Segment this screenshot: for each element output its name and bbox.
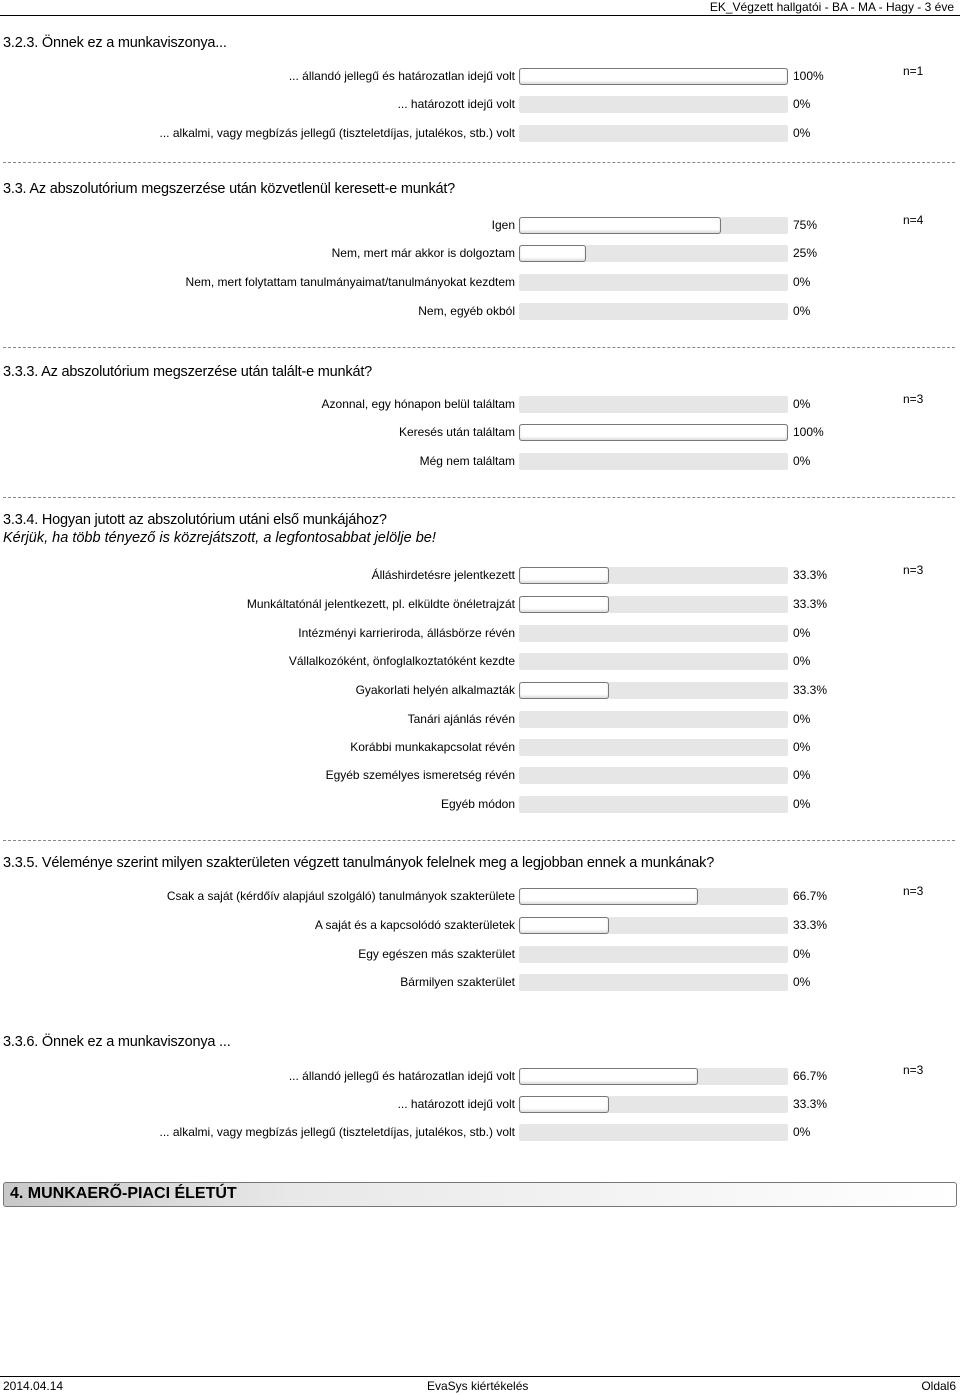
answer-row [0, 274, 960, 292]
answer-label: A saját és a kapcsolódó szakterületek [314, 918, 515, 932]
answer-label: Korábbi munkakapcsolat révén [350, 740, 515, 754]
answer-percent: 0% [793, 397, 811, 411]
answer-label: Tanári ajánlás révén [407, 712, 515, 726]
answer-label: Gyakorlati helyén alkalmazták [355, 683, 515, 697]
answer-percent: 0% [793, 712, 811, 726]
answer-row [0, 1124, 960, 1142]
answer-row [0, 567, 960, 585]
footer-rule [0, 1376, 960, 1377]
answer-bar-track [519, 68, 788, 85]
answer-percent: 66.7% [793, 1069, 828, 1083]
answer-label: Azonnal, egy hónapon belül találtam [321, 397, 515, 411]
answer-label: Igen [491, 218, 515, 232]
answer-row [0, 739, 960, 757]
answer-row [0, 1096, 960, 1114]
answer-bar-track [519, 974, 788, 991]
answer-percent: 0% [793, 740, 811, 754]
answer-bar-track [519, 125, 788, 142]
question-title: 3.3. Az abszolutórium megszerzése után közvetlenül keresett-e munkát? [3, 181, 456, 197]
answer-percent: 33.3% [793, 918, 828, 932]
answer-label: Bármilyen szakterület [400, 975, 515, 989]
answer-percent: 100% [793, 69, 824, 83]
header-rule [0, 15, 960, 16]
answer-bar-track [519, 424, 788, 441]
answer-label: Egy egészen más szakterület [358, 947, 515, 961]
answer-label: ... állandó jellegű és határozatlan idejű volt [288, 69, 515, 83]
answer-bar-track [519, 711, 788, 728]
answer-row [0, 453, 960, 471]
answer-row [0, 888, 960, 906]
answer-percent: 100% [793, 425, 824, 439]
answer-row [0, 767, 960, 785]
question-subtitle: Kérjük, ha több tényező is közrejátszott, a legfontosabbat jelölje be! [3, 530, 436, 546]
answer-bar-track [519, 682, 788, 699]
answer-bar-track [519, 1124, 788, 1141]
question-title: 3.3.4. Hogyan jutott az abszolutórium utáni első munkájához? [3, 512, 387, 528]
answer-percent: 0% [793, 1125, 811, 1139]
answer-percent: 33.3% [793, 1097, 828, 1111]
answer-bar-fill [519, 1068, 698, 1085]
answer-label: Csak a saját (kérdőív alapjául szolgáló) tanulmányok szakterülete [166, 889, 515, 903]
answer-label: Munkáltatónál jelentkezett, pl. elküldte önéletrajzát [246, 597, 515, 611]
answer-label: Nem, egyéb okból [418, 304, 515, 318]
answer-percent: 25% [793, 246, 818, 260]
answer-label: Vállalkozóként, önfoglalkoztatóként kezdte [288, 654, 515, 668]
footer-page: Oldal6 [921, 1379, 956, 1393]
answer-row [0, 217, 960, 235]
answer-bar-fill [519, 596, 609, 613]
answer-row [0, 596, 960, 614]
answer-bar-track [519, 796, 788, 813]
answer-row [0, 917, 960, 935]
answer-bar-track [519, 217, 788, 234]
answer-label: ... alkalmi, vagy megbízás jellegű (tiszteletdíjas, jutalékos, stb.) volt [159, 126, 515, 140]
answer-percent: 0% [793, 97, 811, 111]
section-divider [3, 347, 955, 348]
section-banner-title: 4. MUNKAERŐ-PIACI ÉLETÚT [10, 1185, 237, 1202]
answer-bar-track [519, 888, 788, 905]
answer-row [0, 946, 960, 964]
answer-row [0, 125, 960, 143]
section-divider [3, 162, 955, 163]
answer-percent: 0% [793, 797, 811, 811]
answer-bar-track [519, 567, 788, 584]
answer-row [0, 96, 960, 114]
answer-row [0, 682, 960, 700]
answer-bar-track [519, 625, 788, 642]
answer-bar-track [519, 596, 788, 613]
answer-bar-fill [519, 888, 698, 905]
answer-bar-track [519, 453, 788, 470]
answer-label: ... alkalmi, vagy megbízás jellegű (tiszteletdíjas, jutalékos, stb.) volt [159, 1125, 515, 1139]
answer-bar-track [519, 946, 788, 963]
answer-row [0, 1068, 960, 1086]
answer-percent: 33.3% [793, 597, 828, 611]
answer-bar-track [519, 767, 788, 784]
answer-label: Keresés után találtam [398, 425, 515, 439]
respondent-count: n=3 [903, 884, 924, 898]
page-header-title: EK_Végzett hallgatói - BA - MA - Hagy - 3 éve [709, 0, 954, 14]
answer-percent: 0% [793, 768, 811, 782]
question-title: 3.3.3. Az abszolutórium megszerzése után talált-e munkát? [3, 364, 373, 380]
answer-bar-track [519, 245, 788, 262]
footer-center: EvaSys kiértékelés [427, 1379, 529, 1393]
answer-bar-fill [519, 424, 788, 441]
answer-percent: 0% [793, 947, 811, 961]
answer-row [0, 974, 960, 992]
answer-row [0, 396, 960, 414]
section-banner [3, 1182, 957, 1207]
answer-bar-fill [519, 68, 788, 85]
answer-row [0, 653, 960, 671]
answer-bar-fill [519, 1096, 609, 1113]
question-title: 3.3.6. Önnek ez a munkaviszonya ... [3, 1034, 231, 1050]
answer-row [0, 68, 960, 86]
answer-percent: 0% [793, 454, 811, 468]
answer-bar-track [519, 1068, 788, 1085]
answer-percent: 33.3% [793, 568, 828, 582]
answer-bar-fill [519, 217, 721, 234]
answer-label: Nem, mert folytattam tanulmányaimat/tanulmányokat kezdtem [185, 275, 515, 289]
answer-row [0, 303, 960, 321]
respondent-count: n=4 [903, 213, 924, 227]
answer-bar-track [519, 303, 788, 320]
answer-bar-fill [519, 567, 609, 584]
respondent-count: n=3 [903, 392, 924, 406]
answer-percent: 0% [793, 654, 811, 668]
footer-date: 2014.04.14 [3, 1379, 64, 1393]
section-divider [3, 840, 955, 841]
answer-bar-track [519, 274, 788, 291]
answer-percent: 66.7% [793, 889, 828, 903]
answer-row [0, 245, 960, 263]
answer-row [0, 796, 960, 814]
answer-percent: 75% [793, 218, 818, 232]
answer-percent: 0% [793, 304, 811, 318]
answer-bar-track [519, 96, 788, 113]
respondent-count: n=1 [903, 64, 924, 78]
answer-bar-track [519, 653, 788, 670]
answer-percent: 0% [793, 126, 811, 140]
answer-label: Nem, mert már akkor is dolgoztam [331, 246, 515, 260]
question-title: 3.2.3. Önnek ez a munkaviszonya... [3, 35, 227, 51]
answer-bar-fill [519, 245, 586, 262]
answer-row [0, 711, 960, 729]
answer-bar-track [519, 1096, 788, 1113]
answer-bar-track [519, 396, 788, 413]
respondent-count: n=3 [903, 563, 924, 577]
section-divider [3, 497, 955, 498]
answer-bar-track [519, 739, 788, 756]
answer-label: Álláshirdetésre jelentkezett [371, 568, 515, 582]
answer-percent: 33.3% [793, 683, 828, 697]
answer-percent: 0% [793, 975, 811, 989]
answer-label: Intézményi karrieriroda, állásbörze révén [298, 626, 515, 640]
answer-label: ... határozott idejű volt [397, 1097, 515, 1111]
answer-bar-fill [519, 917, 609, 934]
respondent-count: n=3 [903, 1063, 924, 1077]
answer-label: Még nem találtam [419, 454, 515, 468]
answer-label: Egyéb személyes ismeretség révén [325, 768, 515, 782]
answer-bar-track [519, 917, 788, 934]
answer-label: Egyéb módon [440, 797, 515, 811]
question-title: 3.3.5. Véleménye szerint milyen szakterületen végzett tanulmányok felelnek meg a legjobban ennek a munkának? [3, 855, 715, 871]
answer-label: ... állandó jellegű és határozatlan idejű volt [288, 1069, 515, 1083]
answer-bar-fill [519, 682, 609, 699]
answer-percent: 0% [793, 626, 811, 640]
answer-percent: 0% [793, 275, 811, 289]
answer-row [0, 424, 960, 442]
answer-label: ... határozott idejű volt [397, 97, 515, 111]
answer-row [0, 625, 960, 643]
